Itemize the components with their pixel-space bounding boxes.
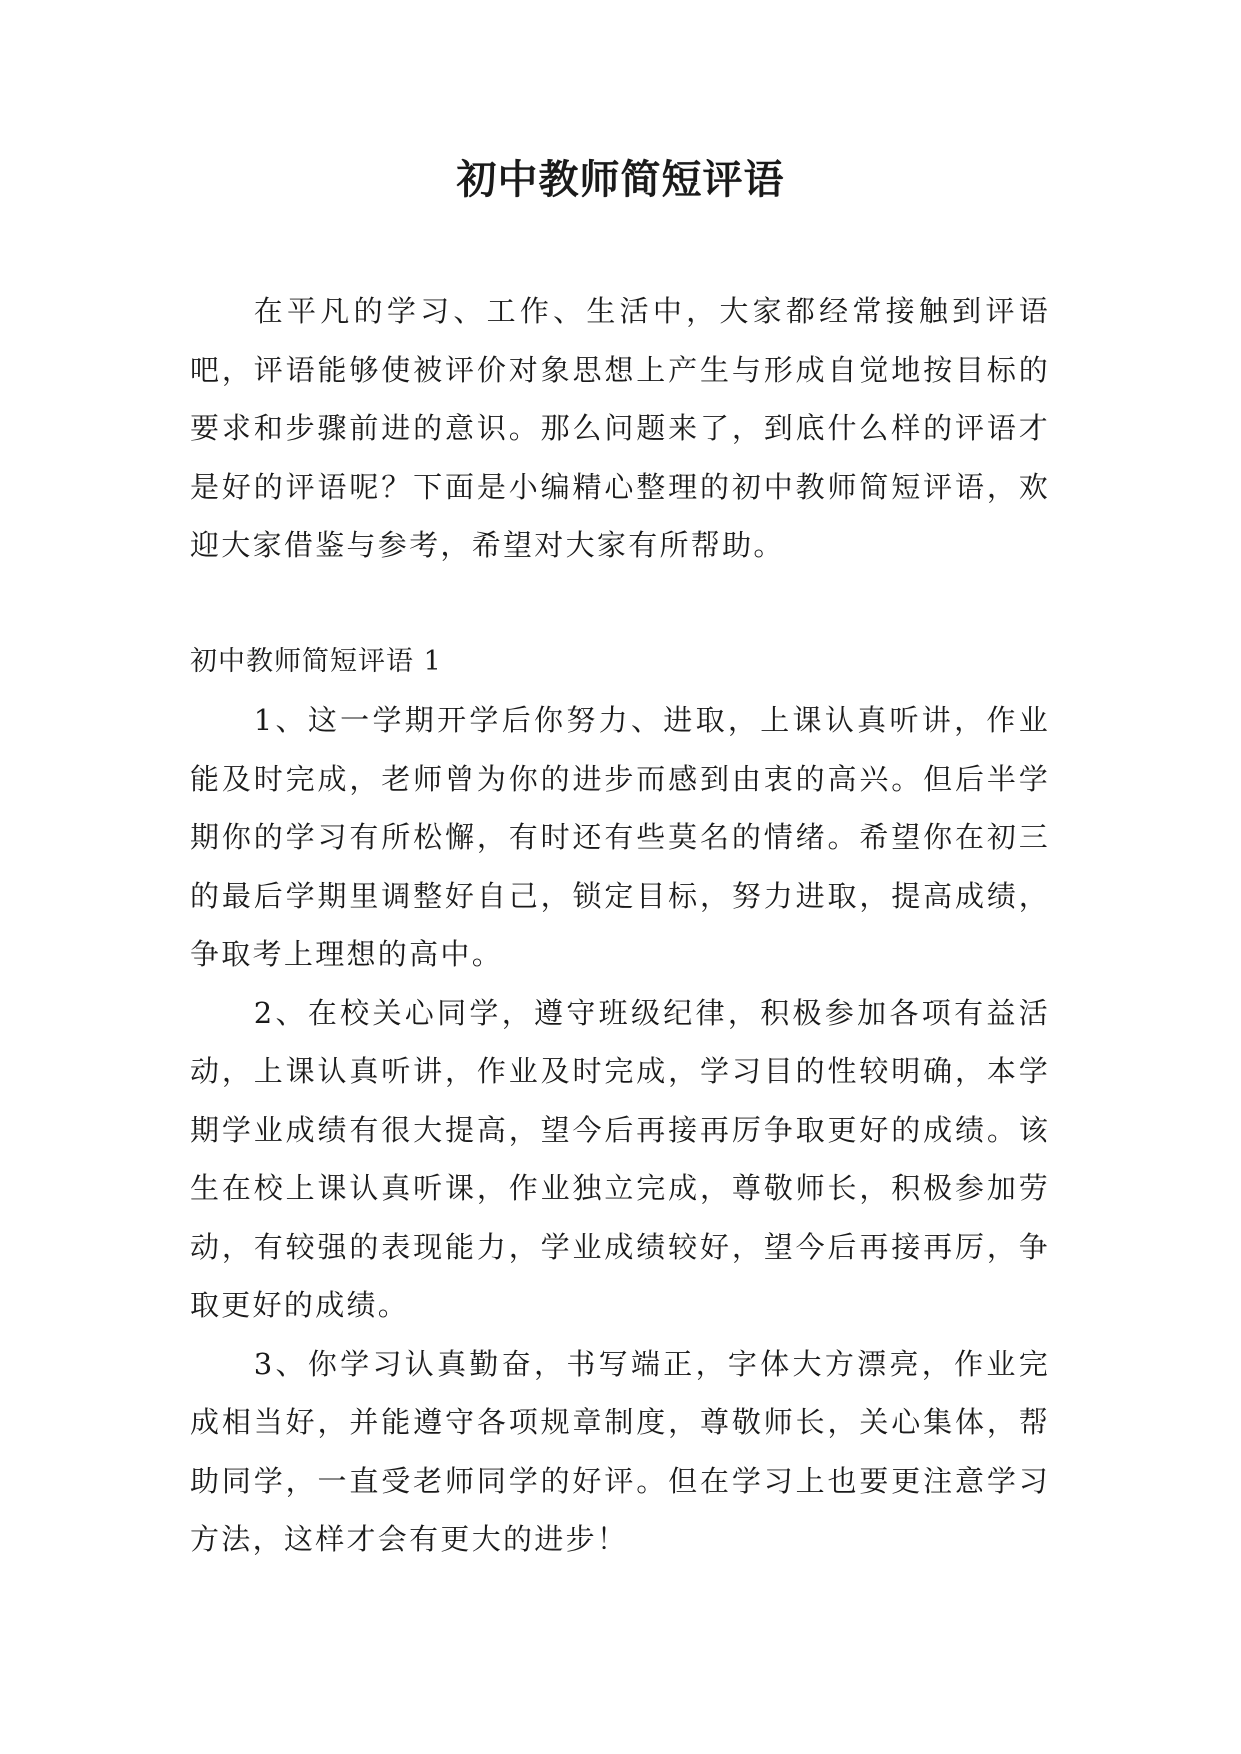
- document-title: 初中教师简短评语: [456, 156, 785, 203]
- comment-paragraph-1: 1、这一学期开学后你努力、进取，上课认真听讲，作业能及时完成，老师曾为你的进步而感到由衷的高兴。但后半学期你的学习有所松懈，有时还有些莫名的情绪。希望你在初三的最后学期里调整好自己，锁定目标，努力进取，提高成绩，争取考上理想的高中。: [190, 703, 1050, 971]
- section-heading: 初中教师简短评语 1: [190, 645, 442, 677]
- comment-paragraph-2: 2、在校关心同学，遵守班级纪律，积极参加各项有益活动，上课认真听讲，作业及时完成，学习目的性较明确，本学期学业成绩有很大提高，望今后再接再厉争取更好的成绩。该生在校上课认真听课，作业独立完成，尊敬师长，积极参加劳动，有较强的表现能力，学业成绩较好，望今后再接再厉，争取更好的成绩。: [190, 995, 1050, 1322]
- comment-paragraph-3: 3、你学习认真勤奋，书写端正，字体大方漂亮，作业完成相当好，并能遵守各项规章制度，尊敬师长，关心集体，帮助同学，一直受老师同学的好评。但在学习上也要更注意学习方法，这样才会有更大的进步！: [190, 1346, 1050, 1556]
- intro-paragraph: 在平凡的学习、工作、生活中，大家都经常接触到评语吧，评语能够使被评价对象思想上产生与形成自觉地按目标的要求和步骤前进的意识。那么问题来了，到底什么样的评语才是好的评语呢？下面是小编精心整理的初中教师简短评语，欢迎大家借鉴与参考，希望对大家有所帮助。: [190, 294, 1050, 562]
- document-body: [190, 282, 1050, 1569]
